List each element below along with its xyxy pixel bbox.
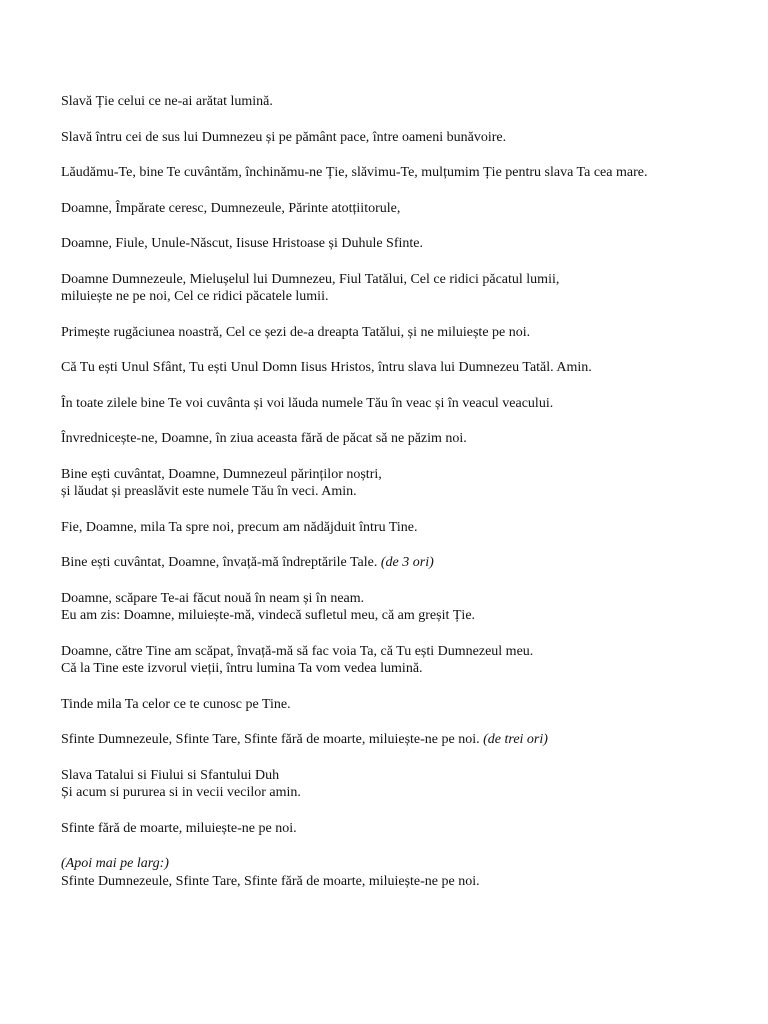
prayer-line-text: Bine ești cuvântat, Doamne, învață-mă îndreptările Tale.	[61, 555, 381, 570]
prayer-line	[61, 820, 741, 838]
prayer-paragraph	[61, 466, 741, 501]
prayer-line	[61, 696, 741, 714]
prayer-line-text: Slavă Ție celui ce ne-ai arătat lumină.	[61, 94, 273, 109]
prayer-line-text: Sfinte Dumnezeule, Sfinte Tare, Sfinte fără de moarte, miluiește-ne pe noi.	[61, 873, 480, 889]
prayer-line	[61, 395, 741, 413]
prayer-line	[61, 660, 741, 678]
prayer-paragraph	[61, 731, 741, 749]
prayer-paragraph	[61, 519, 741, 537]
prayer-paragraph	[61, 359, 741, 377]
prayer-paragraph	[61, 643, 741, 678]
prayer-line	[61, 271, 741, 289]
prayer-line-text: Doamne, Împărate ceresc, Dumnezeule, Părinte atotțiitorule,	[61, 200, 401, 216]
prayer-line-text: Doamne, scăpare Te-ai făcut nouă în neam și în neam.	[61, 590, 365, 606]
prayer-line	[61, 554, 741, 572]
prayer-line	[61, 643, 741, 661]
prayer-line	[61, 324, 741, 342]
prayer-line	[61, 288, 741, 306]
prayer-paragraph	[61, 855, 741, 890]
prayer-line	[61, 767, 741, 785]
document-body	[61, 93, 741, 908]
rubric-note: (Apoi mai pe larg:)	[61, 856, 169, 871]
prayer-line	[61, 607, 741, 625]
prayer-line-text: Slavă întru cei de sus lui Dumnezeu și pe pământ pace, între oameni bunăvoire.	[61, 129, 507, 145]
prayer-line	[61, 359, 741, 377]
prayer-line-text: Învrednicește-ne, Doamne, în ziua aceasta fără de păcat să ne păzim noi.	[61, 431, 467, 446]
prayer-line	[61, 430, 741, 448]
prayer-line-text: Fie, Doamne, mila Ta spre noi, precum am nădăjduit întru Tine.	[61, 519, 418, 535]
prayer-line	[61, 590, 741, 608]
prayer-paragraph	[61, 590, 741, 625]
prayer-paragraph	[61, 93, 741, 111]
prayer-line-text: Slava Tatalui si Fiului si Sfantului Duh	[61, 767, 280, 783]
prayer-line-text: Eu am zis: Doamne, miluiește-mă, vindecă sufletul meu, că am greșit Ție.	[61, 608, 476, 623]
prayer-line-text: Doamne, către Tine am scăpat, învață-mă să fac voia Ta, că Tu ești Dumnezeul meu.	[61, 643, 534, 659]
prayer-line-text: În toate zilele bine Te voi cuvânta și voi lăuda numele Tău în veac și în veacul veacului.	[61, 395, 554, 411]
prayer-paragraph	[61, 271, 741, 306]
prayer-line	[61, 200, 741, 218]
prayer-line-text: Primește rugăciunea noastră, Cel ce șezi de-a dreapta Tatălui, și ne miluiește pe noi.	[61, 324, 531, 340]
prayer-line	[61, 731, 741, 749]
prayer-paragraph	[61, 767, 741, 802]
prayer-line	[61, 784, 741, 802]
prayer-line	[61, 129, 741, 147]
prayer-line	[61, 519, 741, 537]
prayer-line	[61, 855, 741, 873]
prayer-line-text: Bine ești cuvântat, Doamne, Dumnezeul părinților noștri,	[61, 466, 382, 482]
prayer-paragraph	[61, 554, 741, 572]
prayer-paragraph	[61, 200, 741, 218]
prayer-line-text: Doamne, Fiule, Unule-Născut, Iisuse Hristoase și Duhule Sfinte.	[61, 236, 423, 251]
prayer-paragraph	[61, 324, 741, 342]
rubric-note: (de 3 ori)	[380, 555, 434, 570]
rubric-note: (de trei ori)	[483, 732, 548, 747]
prayer-paragraph	[61, 129, 741, 147]
prayer-line	[61, 93, 741, 111]
prayer-line-text: și lăudat și preaslăvit este numele Tău în veci. Amin.	[61, 484, 357, 499]
prayer-line	[61, 164, 741, 182]
prayer-line-text: Și acum si pururea si in vecii vecilor amin.	[61, 785, 301, 800]
prayer-paragraph	[61, 395, 741, 413]
prayer-paragraph	[61, 164, 741, 182]
prayer-line	[61, 873, 741, 891]
prayer-line-text: Că Tu ești Unul Sfânt, Tu ești Unul Domn Iisus Hristos, întru slava lui Dumnezeu Tatăl. Amin.	[61, 360, 592, 375]
prayer-line-text: Sfinte fără de moarte, miluiește-ne pe noi.	[61, 820, 297, 836]
prayer-paragraph	[61, 820, 741, 838]
prayer-line	[61, 466, 741, 484]
prayer-line-text: Lăudămu-Te, bine Te cuvântăm, închinămu-ne Ție, slăvimu-Te, mulțumim Ție pentru slava Ta cea mare.	[61, 165, 648, 180]
prayer-line-text: Tinde mila Ta celor ce te cunosc pe Tine.	[61, 696, 291, 712]
prayer-line	[61, 235, 741, 253]
prayer-line-text: Că la Tine este izvorul vieții, întru lumina Ta vom vedea lumină.	[61, 661, 423, 676]
prayer-paragraph	[61, 235, 741, 253]
prayer-paragraph	[61, 696, 741, 714]
prayer-line-text: Sfinte Dumnezeule, Sfinte Tare, Sfinte fără de moarte, miluiește-ne pe noi.	[61, 732, 484, 747]
prayer-line-text: miluiește ne pe noi, Cel ce ridici păcatele lumii.	[61, 289, 329, 304]
prayer-line-text: Doamne Dumnezeule, Mielușelul lui Dumnezeu, Fiul Tatălui, Cel ce ridici păcatul lumii,	[61, 271, 560, 287]
prayer-paragraph	[61, 430, 741, 448]
prayer-line	[61, 483, 741, 501]
